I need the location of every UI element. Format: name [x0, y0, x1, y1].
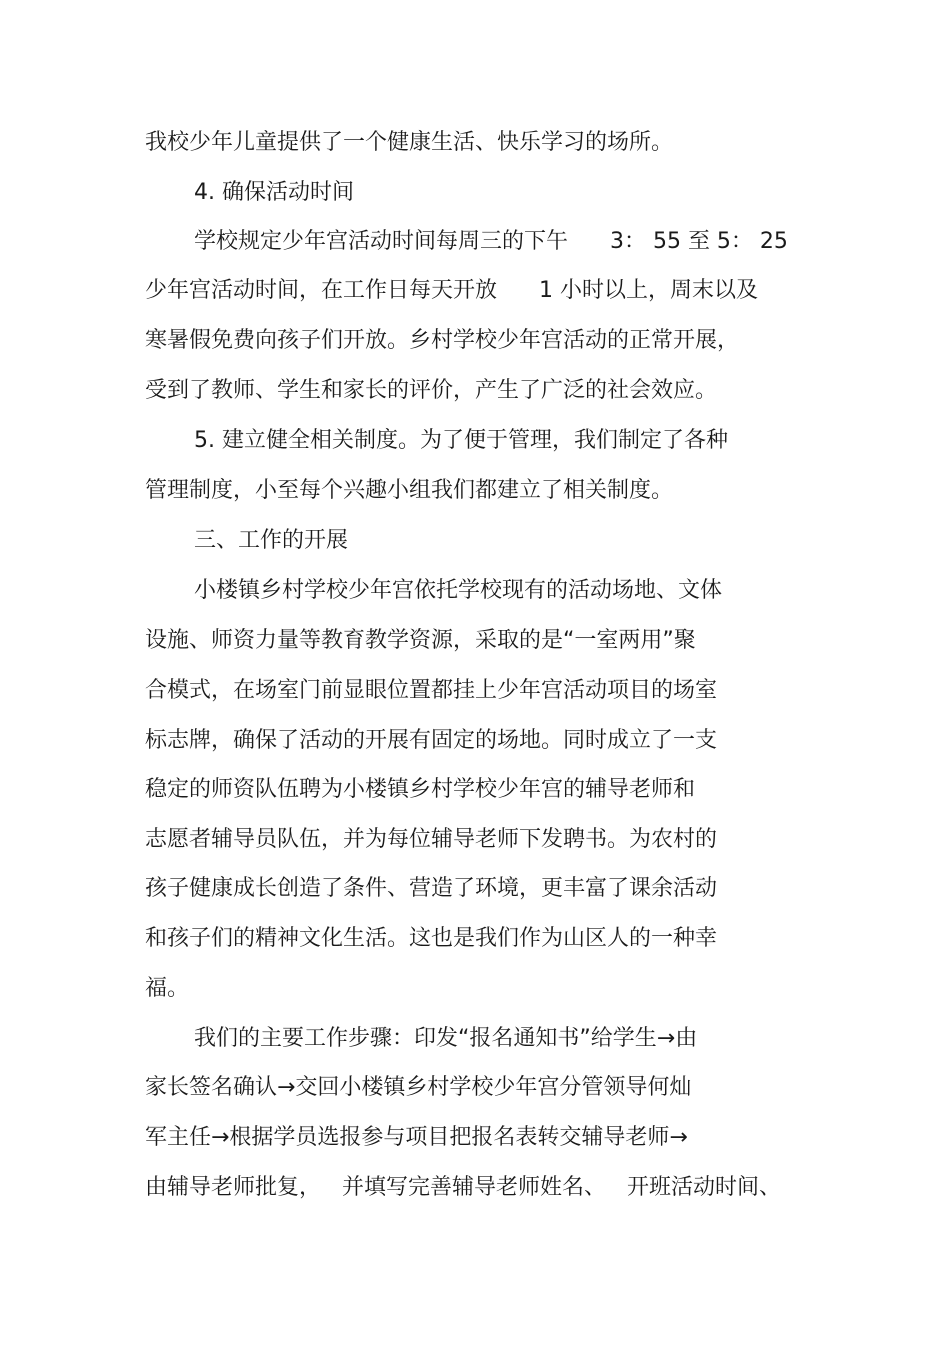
text-line: 设施、师资力量等教育教学资源，采取的是“一室两用”聚	[145, 628, 696, 653]
text-line: 孩子健康成长创造了条件、营造了环境，更丰富了课余活动	[145, 876, 718, 901]
text-line: 稳定的师资队伍聘为小楼镇乡村学校少年宫的辅导老师和	[145, 777, 696, 802]
text-line: 标志牌，确保了活动的开展有固定的场地。同时成立了一支	[145, 728, 718, 753]
text-line: 寒暑假免费向孩子们开放。乡村学校少年宫活动的正常开展，	[145, 328, 740, 353]
text-line: 管理制度，小至每个兴趣小组我们都建立了相关制度。	[145, 478, 674, 503]
text-line: 我校少年儿童提供了一个健康生活、快乐学习的场所。	[145, 130, 674, 155]
text-line: 我们的主要工作步骤：印发“报名通知书”给学生→由	[194, 1026, 698, 1051]
section-heading: 三、工作的开展	[194, 528, 349, 553]
section-heading: 4. 确保活动时间	[194, 180, 354, 205]
text-line: 合模式，在场室门前显眼位置都挂上少年宫活动项目的场室	[145, 678, 718, 703]
text-line: 由辅导老师批复， 并填写完善辅导老师姓名、 开班活动时间、	[145, 1175, 781, 1200]
text-line: 和孩子们的精神文化生活。这也是我们作为山区人的一种幸	[145, 926, 718, 951]
text-line: 小楼镇乡村学校少年宫依托学校现有的活动场地、文体	[194, 578, 723, 603]
text-line: 家长签名确认→交回小楼镇乡村学校少年宫分管领导何灿	[145, 1075, 692, 1100]
text-line: 5. 建立健全相关制度。为了便于管理，我们制定了各种	[194, 428, 728, 453]
text-line: 少年宫活动时间，在工作日每天开放 1 小时以上，周末以及	[145, 278, 758, 303]
text-line: 学校规定少年宫活动时间每周三的下午 3： 55 至 5： 25	[194, 229, 788, 254]
text-line: 福。	[145, 976, 190, 1001]
text-line: 志愿者辅导员队伍，并为每位辅导老师下发聘书。为农村的	[145, 827, 718, 852]
text-line: 军主任→根据学员选报参与项目把报名表转交辅导老师→	[145, 1125, 688, 1150]
text-line: 受到了教师、学生和家长的评价，产生了广泛的社会效应。	[145, 378, 718, 403]
